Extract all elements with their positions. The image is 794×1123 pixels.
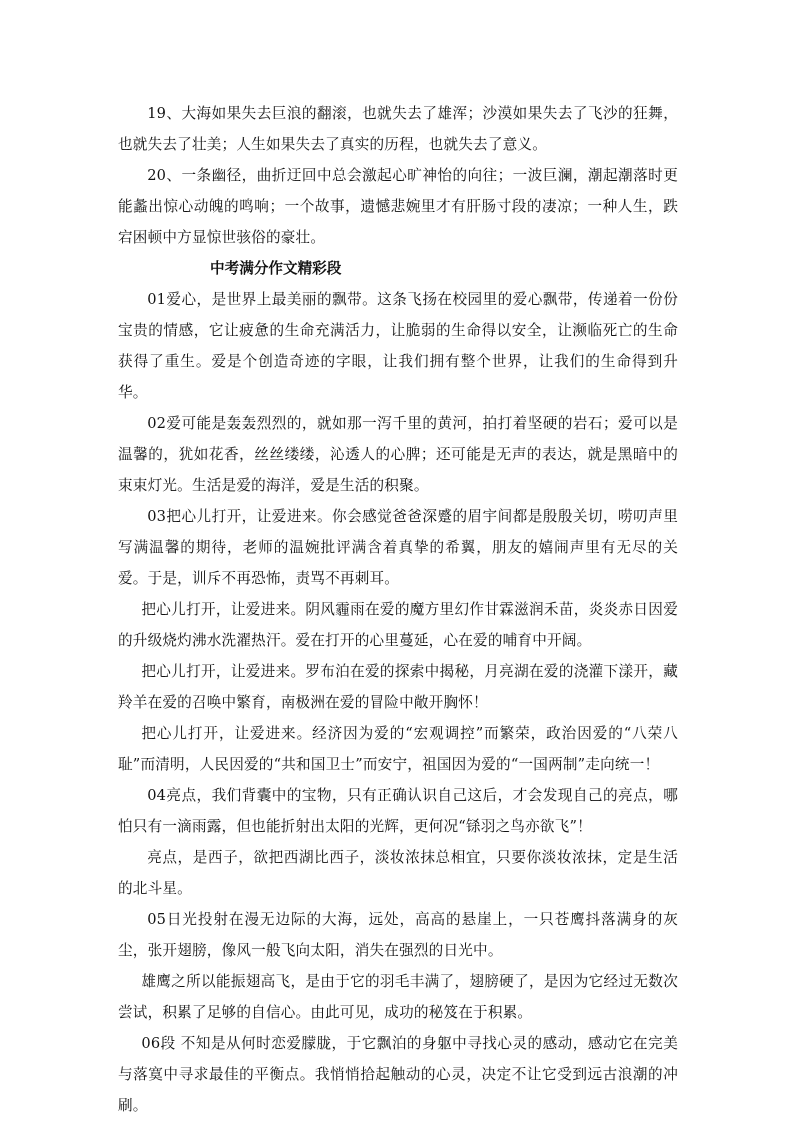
- paragraph-04-b: 亮点，是西子，欲把西湖比西子，淡妆浓抹总相宜，只要你淡妆浓抹，定是生活的北斗星。: [118, 849, 678, 897]
- paragraph-01: 01爱心，是世界上最美丽的飘带。这条飞扬在校园里的爱心飘带，传递着一份份宝贵的情感，它让疲惫的生命充满活力，让脆弱的生命得以安全，让濒临死亡的生命获得了重生。爱是个创造奇迹的字眼，让我们拥有整个世界，让我们的生命得到升华。: [118, 291, 678, 401]
- paragraph-03-d: 把心儿打开，让爱进来。经济因为爱的“宏观调控”而繁荣，政治因爱的“八荣八耻”而清明，人民因爱的“共和国卫士”而安宁，祖国因为爱的“一国两制”走向统一！: [118, 725, 678, 773]
- paragraph-04: 04亮点，我们背囊中的宝物，只有正确认识自己这后，才会发现自己的亮点，哪怕只有一滴雨露，但也能折射出太阳的光辉，更何况“铩羽之鸟亦欲飞”！: [118, 787, 678, 835]
- paragraph-19: 19、大海如果失去巨浪的翻滚，也就失去了雄浑；沙漠如果失去了飞沙的狂舞，也就失去了壮美；人生如果失去了真实的历程，也就失去了意义。: [118, 105, 678, 153]
- document-body: [118, 98, 678, 1121]
- paragraph-06: 06段 不知是从何时恋爱朦胧，于它飘泊的身躯中寻找心灵的感动，感动它在完美与落寞中寻求最佳的平衡点。我悄悄拾起触动的心灵，决定不让它受到远古浪潮的冲刷。: [118, 1035, 678, 1114]
- paragraph-03-b: 把心儿打开，让爱进来。阴风霾雨在爱的魔方里幻作甘霖滋润禾苗，炎炎赤日因爱的升级烧灼沸水洗濯热汗。爱在打开的心里蔓延，心在爱的哺育中开阔。: [118, 601, 678, 649]
- paragraph-03-c: 把心儿打开，让爱进来。罗布泊在爱的探索中揭秘，月亮湖在爱的浇灌下漾开，藏羚羊在爱的召唤中繁育，南极洲在爱的冒险中敞开胸怀！: [118, 663, 678, 711]
- section-heading: 中考满分作文精彩段: [210, 260, 342, 277]
- paragraph-02: 02爱可能是轰轰烈烈的，就如那一泻千里的黄河，拍打着坚硬的岩石；爱可以是温馨的，犹如花香，丝丝缕缕，沁透人的心脾；还可能是无声的表达，就是黑暗中的束束灯光。生活是爱的海洋，爱是生活的积聚。: [118, 415, 678, 494]
- paragraph-05-b: 雄鹰之所以能振翅高飞，是由于它的羽毛丰满了，翅膀硬了，是因为它经过无数次尝试，积累了足够的自信心。由此可见，成功的秘笈在于积累。: [118, 973, 678, 1021]
- paragraph-03: 03把心儿打开，让爱进来。你会感觉爸爸深蹙的眉宇间都是殷殷关切，唠叨声里写满温馨的期待，老师的温婉批评满含着真挚的希翼，朋友的嬉闹声里有无尽的关爱。于是，训斥不再恐怖，责骂不再刺耳。: [118, 508, 678, 587]
- paragraph-05: 05日光投射在漫无边际的大海，远处，高高的悬崖上，一只苍鹰抖落满身的灰尘，张开翅膀，像风一般飞向太阳，消失在强烈的日光中。: [118, 911, 678, 959]
- paragraph-20: 20、一条幽径，曲折迂回中总会激起心旷神怡的向往；一波巨澜，潮起潮落时更能蠡出惊心动魄的鸣响；一个故事，遗憾悲婉里才有肝肠寸段的凄凉；一种人生，跌宕困顿中方显惊世骇俗的豪壮。: [118, 167, 678, 246]
